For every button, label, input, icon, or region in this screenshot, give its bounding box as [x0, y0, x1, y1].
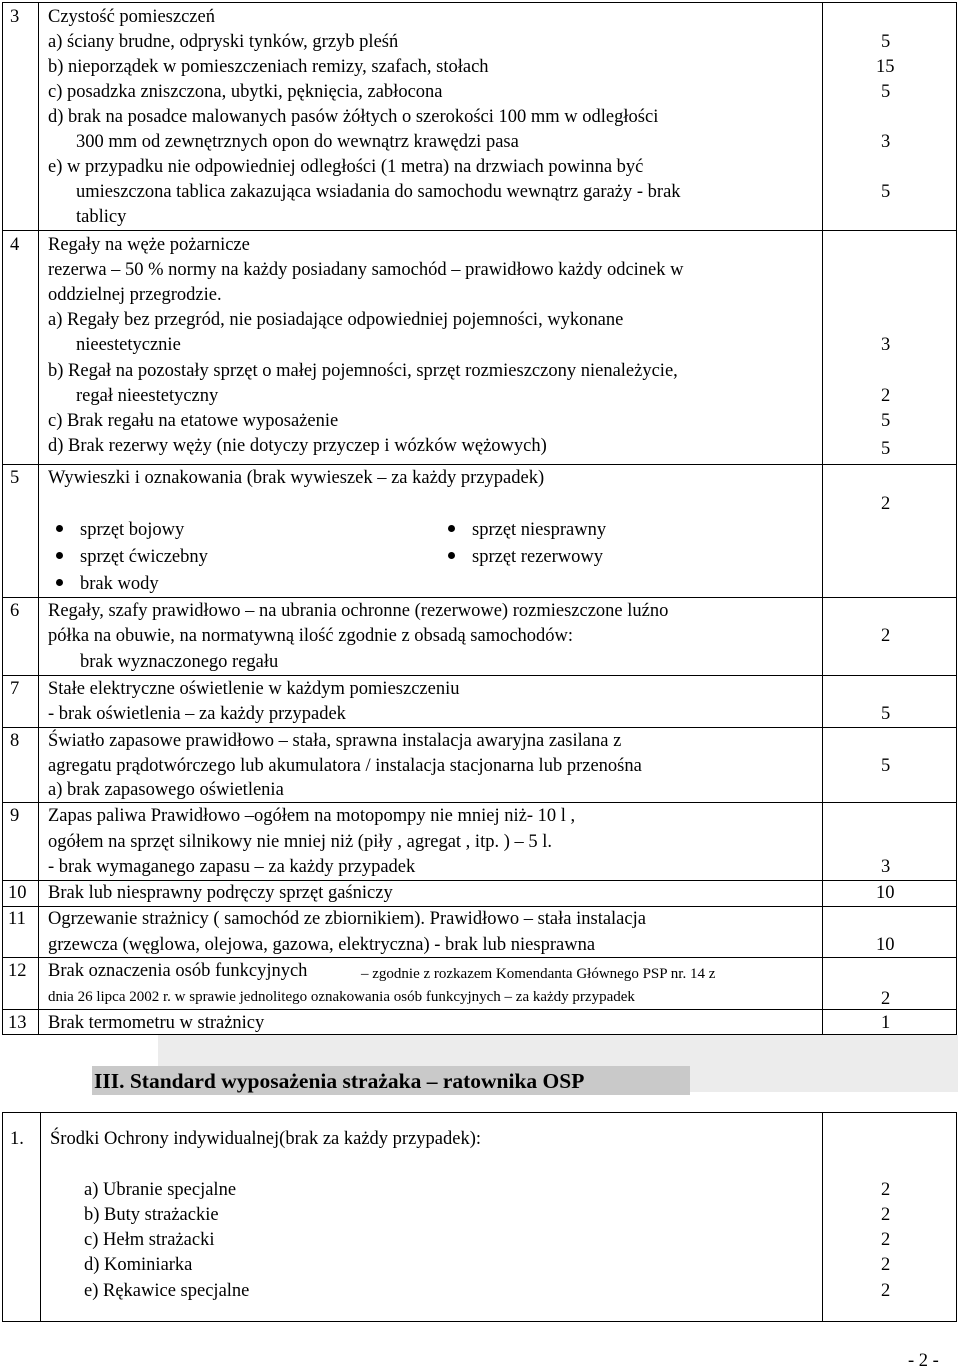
points-value: 2 — [881, 1180, 891, 1200]
row-number: 13 — [8, 1013, 27, 1033]
row-heading: Czystość pomieszczeń — [48, 7, 215, 27]
row-line: Ogrzewanie strażnicy ( samochód ze zbiornikiem). Prawidłowo – stała instalacja — [48, 909, 646, 929]
row-line-small: dnia 26 lipca 2002 r. w sprawie jednolitego oznakowania osób funkcyjnych – za każdy przypadek — [48, 989, 635, 1005]
row-line: c) Brak regału na etatowe wyposażenie — [48, 411, 339, 431]
row-divider — [2, 1009, 957, 1010]
row-number: 8 — [10, 731, 20, 751]
row-line: Brak termometru w strażnicy — [48, 1013, 265, 1033]
points-value: 5 — [881, 704, 891, 724]
points-value: 1 — [881, 1013, 891, 1033]
bullet-icon — [448, 525, 455, 532]
row-line: a) ściany brudne, odpryski tynków, grzyb pleśń — [48, 32, 399, 52]
row-divider — [2, 464, 957, 465]
row-number: 11 — [8, 909, 26, 929]
list-item: e) Rękawice specjalne — [84, 1281, 250, 1301]
row-number: 6 — [10, 601, 20, 621]
row-divider — [2, 675, 957, 676]
row-line: umieszczona tablica zakazująca wsiadania do samochodu wewnątrz garaży - brak — [76, 182, 681, 202]
bullet-item: sprzęt rezerwowy — [472, 547, 603, 567]
table-border — [822, 1112, 823, 1322]
row-line: a) Regały bez przegród, nie posiadające odpowiedniej pojemności, wykonane — [48, 310, 624, 330]
table-border — [2, 1112, 3, 1322]
row-number: 4 — [10, 235, 20, 255]
list-item: c) Hełm strażacki — [84, 1230, 215, 1250]
row-line: oddzielnej przegrodzie. — [48, 285, 222, 305]
table-border — [2, 2, 957, 3]
bullet-icon — [56, 579, 63, 586]
row-number: 3 — [10, 7, 20, 27]
bullet-item: sprzęt bojowy — [80, 520, 185, 540]
row-line: półka na obuwie, na normatywną ilość zgodnie z obsadą samochodów: — [48, 626, 574, 646]
row-line-small: – zgodnie z rozkazem Komendanta Głównego PSP nr. 14 z — [361, 966, 716, 982]
bullet-item: sprzęt niesprawny — [472, 520, 607, 540]
row-line: Światło zapasowe prawidłowo – stała, sprawna instalacja awaryjna zasilana z — [48, 731, 622, 751]
points-value: 2 — [881, 1281, 891, 1301]
row-line: agregatu prądotwórczego lub akumulatora / instalacja stacjonarna lub przenośna — [48, 756, 642, 776]
row-line: - brak wymaganego zapasu – za każdy przypadek — [48, 857, 416, 877]
table-border — [2, 1112, 957, 1113]
points-value: 2 — [881, 494, 891, 514]
row-divider — [2, 597, 957, 598]
row-line: nieestetycznie — [76, 335, 181, 355]
row-line: 300 mm od zewnętrznych opon do wewnątrz krawędzi pasa — [76, 132, 519, 152]
bullet-item: brak wody — [80, 574, 159, 594]
bullet-icon — [56, 552, 63, 559]
row-line: grzewcza (węglowa, olejowa, gazowa, elektryczna) - brak lub niesprawna — [48, 935, 596, 955]
row-divider — [2, 906, 957, 907]
list-item: d) Kominiarka — [84, 1255, 193, 1275]
row-number: 9 — [10, 806, 20, 826]
row-number: 5 — [10, 468, 20, 488]
table-border — [40, 1112, 41, 1322]
points-value: 5 — [881, 439, 891, 459]
row-divider — [2, 957, 957, 958]
points-value: 3 — [881, 335, 891, 355]
table-border — [956, 1112, 957, 1322]
row-line: b) Regał na pozostały sprzęt o małej pojemności, sprzęt rozmieszczony nienależycie, — [48, 361, 678, 381]
page-number: - 2 - — [908, 1351, 939, 1371]
row-line: Brak oznaczenia osób funkcyjnych — [48, 961, 308, 981]
row-line: - brak oświetlenia – za każdy przypadek — [48, 704, 346, 724]
row-divider — [2, 727, 957, 728]
points-value: 5 — [881, 182, 891, 202]
row-number: 1. — [10, 1129, 24, 1149]
row-line: a) brak zapasowego oświetlenia — [48, 780, 284, 800]
points-value: 2 — [881, 989, 891, 1009]
row-line: d) Brak rezerwy węży (nie dotyczy przyczep i wózków wężowych) — [48, 436, 547, 456]
row-line: c) posadzka zniszczona, ubytki, pęknięcia, zabłocona — [48, 82, 443, 102]
points-value: 5 — [881, 756, 891, 776]
points-value: 2 — [881, 1255, 891, 1275]
row-number: 7 — [10, 679, 20, 699]
row-number: 10 — [8, 883, 27, 903]
points-value: 5 — [881, 82, 891, 102]
points-value: 10 — [876, 883, 895, 903]
points-value: 15 — [876, 57, 895, 77]
row-number: 12 — [8, 961, 27, 981]
row-line: brak wyznaczonego regału — [80, 652, 279, 672]
row-heading: Wywieszki i oznakowania (brak wywieszek – za każdy przypadek) — [48, 468, 545, 488]
row-divider — [2, 230, 957, 231]
points-value: 3 — [881, 857, 891, 877]
points-value: 10 — [876, 935, 895, 955]
points-value: 5 — [881, 411, 891, 431]
list-item: b) Buty strażackie — [84, 1205, 219, 1225]
row-line: ogółem na sprzęt silnikowy nie mniej niż (piły , agregat , itp. ) – 5 l. — [48, 832, 553, 852]
points-value: 2 — [881, 626, 891, 646]
row-line: tablicy — [76, 207, 127, 227]
row-heading: Regały na węże pożarnicze — [48, 235, 250, 255]
row-divider — [2, 880, 957, 881]
list-item: a) Ubranie specjalne — [84, 1180, 237, 1200]
table-border — [2, 1321, 957, 1322]
row-line: rezerwa – 50 % normy na każdy posiadany samochód – prawidłowo każdy odcinek w — [48, 260, 684, 280]
row-line: b) nieporządek w pomieszczeniach remizy, szafach, stołach — [48, 57, 489, 77]
row-line: regał nieestetyczny — [76, 386, 219, 406]
row-line: Regały, szafy prawidłowo – na ubrania ochronne (rezerwowe) rozmieszczone luźno — [48, 601, 669, 621]
bullet-icon — [56, 525, 63, 532]
row-line: d) brak na posadce malowanych pasów żółtych o szerokości 100 mm w odległości — [48, 107, 659, 127]
row-line: Brak lub niesprawny podręczy sprzęt gaśniczy — [48, 883, 393, 903]
points-value: 2 — [881, 1205, 891, 1225]
row-line: Stałe elektryczne oświetlenie w każdym pomieszczeniu — [48, 679, 460, 699]
points-value: 2 — [881, 1230, 891, 1250]
row-heading: Środki Ochrony indywidualnej(brak za każdy przypadek): — [50, 1129, 482, 1149]
section-heading: III. Standard wyposażenia strażaka – ratownika OSP — [94, 1069, 585, 1093]
row-line: Zapas paliwa Prawidłowo –ogółem na motopompy nie mniej niż- 10 l , — [48, 806, 576, 826]
points-value: 5 — [881, 32, 891, 52]
row-divider — [2, 802, 957, 803]
points-value: 2 — [881, 386, 891, 406]
row-line: e) w przypadku nie odpowiedniej odległości (1 metra) na drzwiach powinna być — [48, 157, 644, 177]
bullet-icon — [448, 552, 455, 559]
bullet-item: sprzęt ćwiczebny — [80, 547, 208, 567]
points-value: 3 — [881, 132, 891, 152]
